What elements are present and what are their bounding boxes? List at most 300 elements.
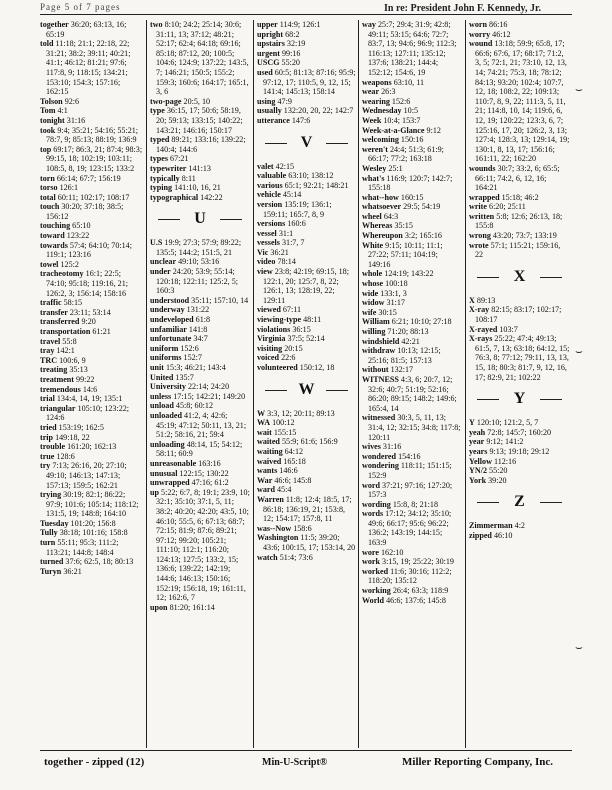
index-term: treatment xyxy=(40,374,75,384)
index-references: 61:21 xyxy=(92,327,111,336)
index-references: 89:13 xyxy=(476,295,496,305)
column-divider xyxy=(465,20,466,748)
index-entry xyxy=(150,488,250,603)
index-entry xyxy=(362,269,462,279)
index-entry xyxy=(362,586,462,596)
index-entry xyxy=(150,334,250,344)
index-entry xyxy=(40,327,143,337)
index-references: 22:14; 24:20 xyxy=(188,382,230,392)
index-term: without xyxy=(362,365,389,375)
index-references: 135:7 xyxy=(175,372,194,382)
index-term: wrote xyxy=(469,240,489,250)
index-references: 141:10, 16, 21 xyxy=(174,183,221,193)
index-entry xyxy=(469,193,570,203)
index-references: 132:20, 20, 22; 142:7 xyxy=(283,106,354,116)
index-references: 72:8; 145:7; 160:20 xyxy=(487,427,552,437)
index-term: working xyxy=(362,586,391,596)
index-term: worn xyxy=(469,20,487,29)
index-references: 112:16 xyxy=(493,456,517,466)
index-entry xyxy=(257,476,356,486)
index-references: 101:20; 156:8 xyxy=(70,518,116,528)
index-entry xyxy=(257,485,356,495)
index-references: 32:19 xyxy=(286,39,306,49)
index-entry xyxy=(40,337,143,347)
index-entry xyxy=(362,308,462,318)
index-references: 14:6 xyxy=(82,384,98,394)
index-entry xyxy=(257,97,356,107)
index-term: viewed xyxy=(257,305,281,315)
index-references: 146:6 xyxy=(279,466,298,476)
index-entry xyxy=(150,353,250,363)
index-references: 36:20; 63:13, 16; 65:19 xyxy=(46,20,127,39)
index-entry xyxy=(40,39,143,97)
index-entry xyxy=(362,97,462,107)
index-entry xyxy=(362,337,462,347)
margin-mark: ⌣ xyxy=(575,344,583,358)
index-term: typographical xyxy=(150,192,199,202)
index-term: valuable xyxy=(257,171,287,181)
index-references: 46:6; 137:6; 145:8 xyxy=(386,595,446,605)
index-entry xyxy=(40,404,143,423)
column-divider xyxy=(146,20,147,748)
index-references: 122:15; 130:22 xyxy=(179,468,229,478)
index-references: 13:18; 59:9; 65:8, 17; 66:6; 67:6, 17; 68:17; 71:2, 3, 5; 72:1, 21; 73:10, 12, 13, 14; 74:21; 75:3, 18; 78:12; 84:13; 93:20; 102:4; 107:7, 12, 18; 108:2, 22; 109:13; 110:7, 8, 9, 22; 111:3, 5, 11, 21; 114:8, 10, 14; 119:6, 6, 12, 19; 120:22; 123:3, 6, 7; 125:16, 17, 20; 126:2, 3, 13; 127:4; 128:3, 13; 129:14, 19; 130:1, 8, 13, 17; 156:16; 161:11, 22; 162:20 xyxy=(475,39,570,164)
index-references: 30:20; 37:18; 38:5; 156:12 xyxy=(46,202,124,221)
section-letter-z: Z xyxy=(469,494,570,510)
index-term: utterance xyxy=(257,115,290,125)
index-term: turn xyxy=(40,538,56,548)
index-entry xyxy=(362,212,462,222)
index-entry xyxy=(469,428,570,438)
index-term: year xyxy=(469,437,485,447)
index-references: 34:7 xyxy=(193,334,208,344)
footer-rule xyxy=(40,750,572,751)
index-references: 71:20; 88:13 xyxy=(387,327,429,336)
index-term: willing xyxy=(362,327,386,336)
index-term: volunteered xyxy=(257,363,298,372)
index-term: whole xyxy=(362,269,383,279)
index-term: ward xyxy=(257,485,275,495)
index-term: unclear xyxy=(150,257,177,267)
index-entry xyxy=(362,567,462,586)
index-term: USCG xyxy=(257,58,280,68)
index-term: X-rayed xyxy=(469,324,498,334)
index-entry xyxy=(40,557,143,567)
index-references: 36:15 xyxy=(292,324,311,334)
index-term: various xyxy=(257,180,283,190)
index-entry xyxy=(257,334,356,344)
column-divider xyxy=(253,20,254,748)
index-entry xyxy=(469,30,570,40)
index-references: 67:11 xyxy=(282,305,301,315)
index-entry xyxy=(362,116,462,126)
index-entry xyxy=(150,363,250,373)
index-term: withdraw xyxy=(362,346,396,356)
index-entry xyxy=(257,190,356,200)
index-term: Yellow xyxy=(469,456,492,466)
index-references: 120:10; 121:2, 5, 7 xyxy=(476,418,539,428)
index-references: 20:15 xyxy=(284,343,303,353)
index-entry xyxy=(257,49,356,59)
index-term: Y xyxy=(469,418,475,428)
index-references: 51:4; 73:6 xyxy=(279,552,313,562)
index-term: version xyxy=(257,199,283,209)
index-term: typewriter xyxy=(150,163,187,173)
index-entry xyxy=(469,325,570,335)
index-entry xyxy=(150,174,250,184)
index-references: 61:8 xyxy=(195,315,211,325)
index-term: what--how xyxy=(362,192,399,202)
index-references: 60:5; 81:13; 87:16; 95:9; 97:12, 17; 110:5, 9, 12, 15; 141:4; 145:13; 158:14 xyxy=(263,67,356,97)
index-references: 38:18; 101:16; 158:8 xyxy=(59,528,128,538)
index-term: underway xyxy=(150,305,185,315)
index-references: 36:21 xyxy=(63,566,82,576)
margin-mark: ⌣ xyxy=(575,82,583,96)
index-term: Wednesday xyxy=(362,106,402,116)
index-term: wait xyxy=(257,427,272,437)
index-entry xyxy=(362,365,462,375)
index-references: 25:1 xyxy=(388,163,403,173)
index-references: 20:5, 10 xyxy=(183,96,211,106)
index-references: 30:19; 82:1; 86:22; 97:9; 101:6; 105:14; 118:12; 131:5, 19; 148:8; 164:10 xyxy=(46,490,139,519)
index-term: Week-at-a-Glance xyxy=(362,125,425,135)
index-entry xyxy=(469,334,570,382)
index-entry xyxy=(469,457,570,467)
index-references: 30:7; 33:2, 6; 65:5; 66:11; 74:2, 6, 12, 16; 164:21 xyxy=(475,163,560,193)
index-entry xyxy=(362,174,462,193)
index-entry xyxy=(150,154,250,164)
index-entry xyxy=(40,260,143,270)
index-references: 42:21 xyxy=(401,336,420,346)
index-entry xyxy=(257,106,356,116)
index-term: write xyxy=(469,202,487,212)
index-term: War xyxy=(257,475,273,485)
index-references: 23:11; 53:14 xyxy=(69,307,111,317)
index-entry xyxy=(40,231,143,241)
index-entry xyxy=(150,373,250,383)
index-references: 135:19; 136:1; 159:11; 165:7, 8, 9 xyxy=(263,199,332,219)
index-references: 132:17 xyxy=(390,365,414,375)
index-term: wearing xyxy=(362,96,390,106)
index-term: torso xyxy=(40,183,58,193)
index-term: written xyxy=(469,211,495,221)
index-term: United xyxy=(150,372,174,382)
index-term: treating xyxy=(40,365,68,375)
index-term: transfer xyxy=(40,307,68,317)
index-entry xyxy=(469,466,570,476)
index-references: 15:18; 46:2 xyxy=(501,192,539,202)
index-term: towards xyxy=(40,240,68,250)
index-term: wear xyxy=(362,87,380,97)
index-entry xyxy=(150,193,250,203)
index-entry xyxy=(257,58,356,68)
index-entry xyxy=(40,346,143,356)
index-column-4 xyxy=(362,20,462,748)
index-references: 114:9; 126:1 xyxy=(279,20,321,29)
index-entry xyxy=(40,221,143,231)
index-references: 23:8; 42:19; 69:15, 18; 122:1, 20; 125:7, 8, 22; 126:1, 13; 128:19, 22; 129:11 xyxy=(263,267,349,305)
index-term: WA xyxy=(257,418,271,428)
index-references: 82:15; 83:17; 102:17; 108:17 xyxy=(475,305,562,325)
index-entry xyxy=(257,267,356,305)
index-references: 125:2 xyxy=(60,259,79,269)
index-term: unload xyxy=(150,401,174,411)
footer-trademark: Min-U-Script® xyxy=(262,757,328,768)
index-references: 31:16 xyxy=(66,115,86,125)
index-references: 68:2 xyxy=(285,29,300,39)
index-entry xyxy=(257,437,356,447)
index-references: 11:18; 21:1; 22:18, 22; 31:21; 38:2; 39:11; 40:21; 41:1; 46:12; 81:21; 97:6; 117:8, 9; 118:15; 134:21; 153:10; 154:3; 157:16; 162:15 xyxy=(46,39,131,97)
index-term: wrong xyxy=(469,231,491,241)
index-references: 8:10; 24:2; 25:14; 30:6; 31:11, 13; 37:12; 48:21; 52:17; 62:4; 64:18; 69:16; 85:18; 87:12, 20; 100:5; 104:6; 124:9; 137:22; 143:5, 7; 146:21; 150:5; 155:2; 159:3; 160:6; 164:17; 165:1, 3, 6 xyxy=(156,20,249,97)
index-term: used xyxy=(257,67,273,77)
index-entry xyxy=(40,375,143,385)
index-entry xyxy=(40,461,143,490)
index-references: 9:13; 19:18; 29:12 xyxy=(489,446,550,456)
index-entry xyxy=(257,325,356,335)
index-references: 118:11; 151:15; 152:9 xyxy=(368,461,452,480)
index-references: 35:13 xyxy=(69,365,88,375)
index-term: waiting xyxy=(257,446,283,456)
index-entry xyxy=(40,308,143,318)
index-entry xyxy=(362,87,462,97)
index-entry xyxy=(40,193,143,203)
index-references: 57:1; 115:21; 159:16, 22 xyxy=(475,240,561,260)
index-entry xyxy=(257,116,356,126)
index-term: way xyxy=(362,20,376,29)
index-term: violations xyxy=(257,324,291,334)
index-entry xyxy=(362,509,462,547)
index-entry xyxy=(362,557,462,567)
section-letter-x: X xyxy=(469,269,570,285)
index-term: unit xyxy=(150,363,164,372)
index-references: 58:15 xyxy=(63,298,83,308)
index-entry xyxy=(469,521,570,531)
index-references: 161:20; 162:13 xyxy=(67,442,117,452)
index-references: 42:15 xyxy=(275,161,295,171)
index-entry xyxy=(40,365,143,375)
index-references: 55:8 xyxy=(62,336,77,346)
index-term: welcoming xyxy=(362,135,399,145)
index-entry xyxy=(469,202,570,212)
index-term: wives xyxy=(362,442,381,452)
index-references: 66:14; 67:7; 156:19 xyxy=(56,173,121,183)
index-term: unreasonable xyxy=(150,458,197,468)
index-references: 65:10 xyxy=(72,221,91,231)
index-references: 46:6; 145:8 xyxy=(274,475,312,485)
index-term: towel xyxy=(40,259,59,269)
index-entry xyxy=(150,106,250,135)
index-references: 45:4 xyxy=(277,485,292,495)
index-term: upper xyxy=(257,20,278,29)
index-term: waived xyxy=(257,456,282,466)
index-entry xyxy=(469,418,570,428)
index-references: 48:11 xyxy=(303,315,322,325)
index-term: wounds xyxy=(469,163,496,173)
index-term: tray xyxy=(40,346,55,356)
index-entry xyxy=(257,447,356,457)
index-term: up xyxy=(150,487,160,497)
index-entry xyxy=(362,413,462,442)
index-term: try xyxy=(40,461,51,471)
index-entry xyxy=(469,212,570,231)
index-entry xyxy=(469,305,570,324)
index-entry xyxy=(257,30,356,40)
index-entry xyxy=(40,174,143,184)
index-entry xyxy=(257,257,356,267)
footer-range: together - zipped (12) xyxy=(44,756,145,768)
index-references: 67:21 xyxy=(170,154,189,164)
index-term: worry xyxy=(469,29,491,39)
index-term: urgent xyxy=(257,48,280,58)
index-references: 154:16 xyxy=(398,451,421,461)
index-term: watch xyxy=(257,552,278,562)
index-references: 116:9; 120:7; 142:7; 155:18 xyxy=(368,173,453,193)
index-term: wondering xyxy=(362,461,399,471)
index-term: torn xyxy=(40,173,55,183)
index-references: 81:20; 161:14 xyxy=(169,602,215,612)
index-references: 3:3, 12; 20:11; 89:13 xyxy=(267,408,335,418)
index-entry xyxy=(362,126,462,136)
index-references: 45:14 xyxy=(282,190,302,200)
header-rule xyxy=(40,14,572,15)
index-references: 131:22 xyxy=(186,305,210,315)
index-references: 99:16 xyxy=(281,48,301,58)
index-term: X-ray xyxy=(469,305,490,315)
index-entry xyxy=(150,305,250,315)
index-term: wrapped xyxy=(469,192,500,202)
index-term: top xyxy=(40,144,52,154)
index-entry xyxy=(150,344,250,354)
index-references: 153:19; 162:5 xyxy=(58,422,104,432)
index-references: 9:20 xyxy=(81,317,96,327)
index-term: wondered xyxy=(362,451,397,461)
index-references: 17:15; 142:21; 149:20 xyxy=(173,391,246,401)
index-references: 26:4; 63:3; 118:9 xyxy=(392,586,449,596)
index-entry xyxy=(469,437,570,447)
index-references: 11:5; 39:20; 43:6; 100:15, 17; 153:14, 20 xyxy=(263,533,356,552)
index-entry xyxy=(257,466,356,476)
index-references: 48:14, 15; 54:12; 58:11; 60:9 xyxy=(156,439,243,459)
index-entry xyxy=(40,116,143,126)
index-term: weren't xyxy=(362,144,388,154)
index-term: tracheotomy xyxy=(40,269,84,279)
index-references: 35:11; 157:10, 14 xyxy=(191,295,249,305)
index-entry xyxy=(150,459,250,469)
index-entry xyxy=(40,106,143,116)
index-term: Whereas xyxy=(362,221,393,231)
index-references: 99:22 xyxy=(76,374,95,384)
index-entry xyxy=(40,519,143,529)
index-references: 128:6 xyxy=(56,451,75,461)
index-term: wife xyxy=(362,307,377,317)
index-entry xyxy=(362,548,462,558)
index-entry xyxy=(150,469,250,479)
index-term: upstairs xyxy=(257,39,285,49)
index-references: 55:20 xyxy=(281,58,300,68)
index-term: White xyxy=(362,240,384,250)
index-term: whose xyxy=(362,279,384,289)
index-references: 160:6 xyxy=(287,219,306,229)
index-term: two xyxy=(150,20,163,29)
index-term: vessel xyxy=(257,228,277,238)
index-term: types xyxy=(150,154,168,164)
index-entry xyxy=(257,181,356,191)
index-term: tried xyxy=(40,422,57,432)
index-entry xyxy=(40,528,143,538)
index-references: 3:2; 165:16 xyxy=(404,231,442,241)
index-references: 47:16; 61:2 xyxy=(191,478,229,488)
index-entry xyxy=(257,363,356,373)
index-term: wound xyxy=(469,39,493,49)
index-entry xyxy=(150,296,250,306)
index-entry xyxy=(150,401,250,411)
index-references: 10:5 xyxy=(403,106,419,116)
index-entry xyxy=(40,298,143,308)
index-references: 43:20; 73:7; 133:19 xyxy=(492,231,557,241)
index-term: touch xyxy=(40,202,60,212)
index-references: 126:1 xyxy=(59,183,78,193)
index-term: tremendous xyxy=(40,384,81,394)
index-entry xyxy=(257,418,356,428)
index-term: trouble xyxy=(40,442,66,452)
index-references: 63:10; 138:12 xyxy=(288,171,334,181)
index-references: 92:6 xyxy=(64,96,80,106)
index-entry xyxy=(257,20,356,30)
index-references: 37:5; 52:14 xyxy=(287,334,325,344)
index-term: wide xyxy=(362,288,379,298)
index-references: 6:20; 25:11 xyxy=(489,202,526,212)
index-references: 36:21 xyxy=(270,247,289,257)
index-references: 55:9; 61:6; 156:9 xyxy=(281,437,338,447)
index-entry xyxy=(257,68,356,97)
index-term: York xyxy=(469,475,487,485)
index-references: 26:3 xyxy=(381,87,396,97)
index-column-3 xyxy=(257,20,356,748)
index-term: windshield xyxy=(362,336,400,346)
index-references: 64:3 xyxy=(383,211,399,221)
index-entry xyxy=(469,164,570,193)
index-term: trial xyxy=(40,394,55,404)
index-term: worked xyxy=(362,566,389,576)
header-page-label: Page 5 of 7 pages xyxy=(40,2,121,12)
index-term: Zimmerman xyxy=(469,521,513,531)
index-references: 15:8, 8; 21:18 xyxy=(392,499,439,509)
index-references: 142:1 xyxy=(56,346,75,356)
index-entry xyxy=(40,490,143,519)
index-term: Turyn xyxy=(40,566,62,576)
index-term: work xyxy=(362,557,380,567)
index-references: 31:7, 7 xyxy=(281,238,305,248)
index-entry xyxy=(469,241,570,260)
index-term: U.S xyxy=(150,238,163,248)
index-term: Tuesday xyxy=(40,518,69,528)
index-entry xyxy=(257,229,356,239)
section-letter-w: W xyxy=(257,382,356,398)
index-term: touching xyxy=(40,221,71,231)
index-references: 45:8; 60:12 xyxy=(175,401,213,411)
index-term: years xyxy=(469,446,488,456)
index-references: 5:8; 12:6; 26:13, 18; 155:8 xyxy=(475,211,563,231)
index-references: 64:12 xyxy=(284,446,304,456)
index-references: 31:1 xyxy=(278,228,294,238)
index-term: W xyxy=(257,408,266,418)
index-references: 163:16 xyxy=(198,458,221,468)
index-references: 15:3; 46:21; 143:4 xyxy=(165,363,226,372)
index-term: wore xyxy=(362,547,379,557)
index-entry xyxy=(150,20,250,97)
index-term: triangular xyxy=(40,403,76,413)
